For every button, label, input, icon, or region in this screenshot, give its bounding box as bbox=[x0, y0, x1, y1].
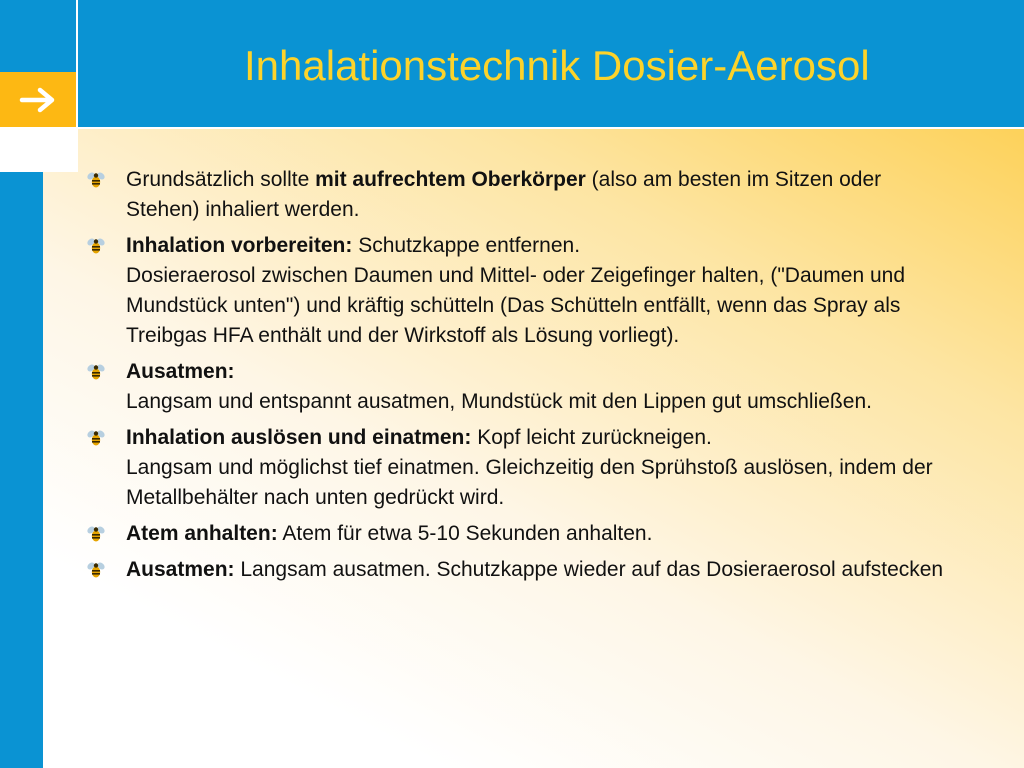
item-text: Atem anhalten: Atem für etwa 5-10 Sekunden anhalten. bbox=[126, 522, 653, 545]
header-divider bbox=[76, 0, 78, 129]
list-item bbox=[86, 555, 956, 585]
item-text: Ausatmen: Langsam ausatmen. Schutzkappe wieder auf das Dosieraerosol aufstecken bbox=[126, 558, 944, 581]
item-text: Inhalation vorbereiten: Schutzkappe entfernen. Dosieraerosol zwischen Daumen und Mittel- oder Zeigefinger halten, ("Daumen und Mundstück unten") und kräftig schütteln (Das Schütteln entfällt, wenn das Spray als Treibgas HFA enthält und der Wirkstoff als Lösung vorliegt). bbox=[126, 234, 906, 347]
nav-arrow-button[interactable] bbox=[0, 72, 76, 127]
list-item bbox=[86, 231, 956, 351]
side-bar bbox=[0, 172, 43, 768]
list-item bbox=[86, 357, 956, 417]
header-underline bbox=[78, 127, 1024, 129]
item-text: Ausatmen: Langsam und entspannt ausatmen, Mundstück mit den Lippen gut umschließen. bbox=[126, 360, 872, 413]
bee-bullet-icon bbox=[86, 428, 106, 448]
bee-bullet-icon bbox=[86, 560, 106, 580]
side-gap bbox=[0, 127, 78, 172]
list-item bbox=[86, 423, 956, 513]
bee-bullet-icon bbox=[86, 236, 106, 256]
item-text: Inhalation auslösen und einatmen: Kopf leicht zurückneigen. Langsam und möglichst tief einatmen. Gleichzeitig den Sprühstoß auslösen, indem der Metallbehälter nach unten gedrückt wird. bbox=[126, 426, 933, 509]
slide-title: Inhalationstechnik Dosier-Aerosol bbox=[244, 42, 870, 89]
list-item bbox=[86, 165, 956, 225]
bee-bullet-icon bbox=[86, 170, 106, 190]
bullet-list bbox=[86, 165, 956, 591]
bee-bullet-icon bbox=[86, 362, 106, 382]
header-corner-block bbox=[0, 0, 76, 72]
bee-bullet-icon bbox=[86, 524, 106, 544]
list-item bbox=[86, 519, 956, 549]
arrow-right-icon bbox=[18, 86, 58, 114]
item-text: Grundsätzlich sollte mit aufrechtem Oberkörper (also am besten im Sitzen oder Stehen) inhaliert werden. bbox=[126, 168, 882, 221]
